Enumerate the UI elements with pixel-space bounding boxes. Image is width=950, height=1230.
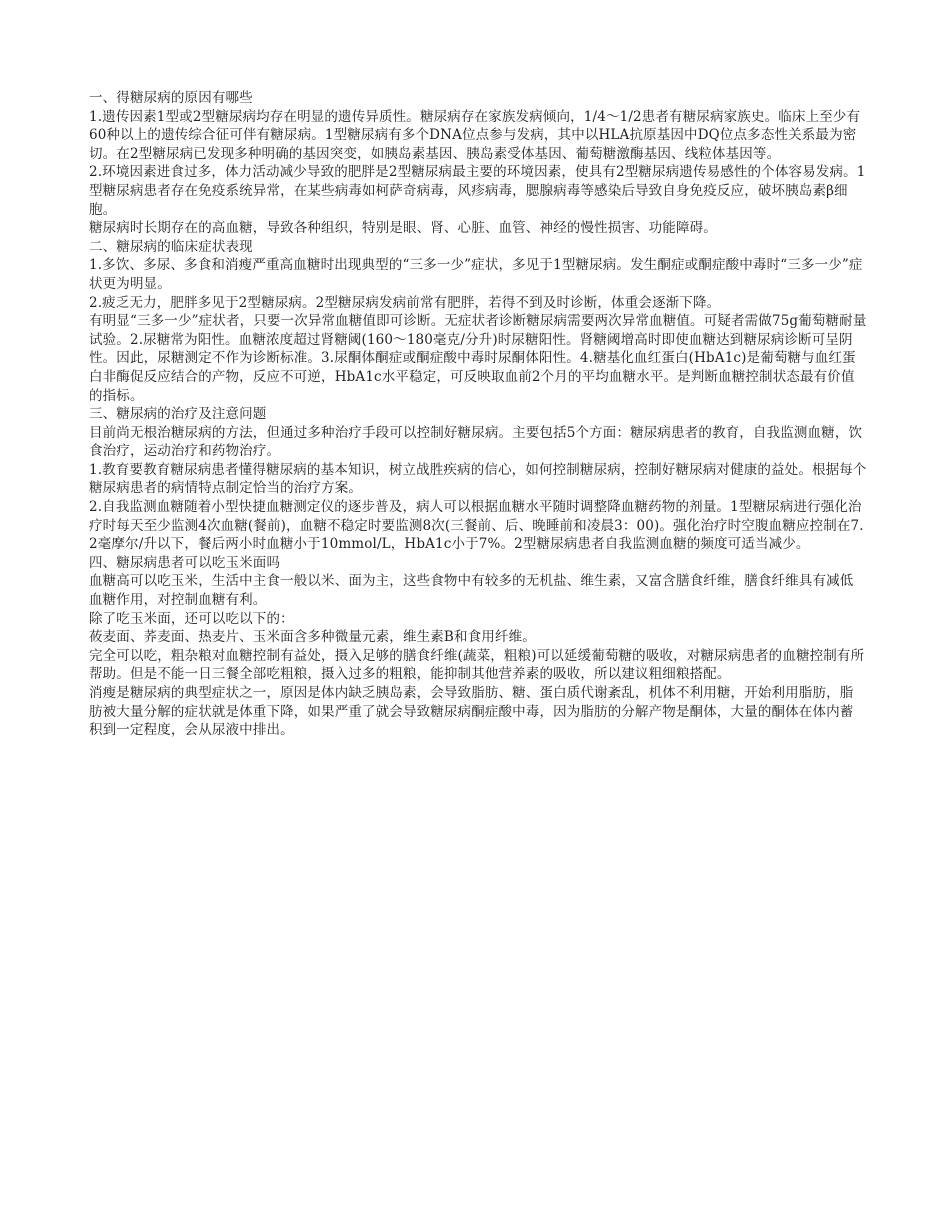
paragraph: 2.环境因素进食过多，体力活动减少导致的肥胖是2型糖尿病最主要的环境因素，使具有2型糖尿病遗传易感性的个体容易发病。1型糖尿病患者存在免疫系统异常，在某些病毒如柯萨奇病毒，风疹病毒，腮腺病毒等感染后导致自身免疫反应，破坏胰岛素β细胞。 (89, 164, 866, 218)
paragraph: 目前尚无根治糖尿病的方法，但通过多种治疗手段可以控制好糖尿病。主要包括5个方面：糖尿病患者的教育，自我监测血糖，饮食治疗，运动治疗和药物治疗。 (89, 424, 863, 460)
paragraph: 1.遗传因素1型或2型糖尿病均存在明显的遗传异质性。糖尿病存在家族发病倾向，1/4～1/2患者有糖尿病家族史。临床上至少有60种以上的遗传综合征可伴有糖尿病。1型糖尿病有多个DNA位点参与发病，其中以HLA抗原基因中DQ位点多态性关系最为密切。在2型糖尿病已发现多种明确的基因突变，如胰岛素基因、胰岛素受体基因、葡萄糖激酶基因、线粒体基因等。 (89, 108, 861, 162)
section-heading: 二、糖尿病的临床症状表现 (89, 238, 253, 255)
section-heading: 四、糖尿病患者可以吃玉米面吗 (89, 554, 281, 571)
section-heading: 三、糖尿病的治疗及注意问题 (89, 406, 267, 423)
section-heading: 一、得糖尿病的原因有哪些 (89, 90, 253, 106)
paragraph: 糖尿病时长期存在的高血糖，导致各种组织，特别是眼、肾、心脏、血管、神经的慢性损害、功能障碍。 (89, 220, 717, 237)
section-symptoms (89, 238, 867, 405)
paragraph: 完全可以吃，粗杂粮对血糖控制有益处，摄入足够的膳食纤维(蔬菜，粗粮)可以延缓葡萄糖的吸收，对糖尿病患者的血糖控制有所帮助。但是不能一日三餐全部吃粗粮，摄入过多的粗粮，能抑制其他营养素的吸收，所以建议粗细粮搭配。 (89, 647, 865, 683)
paragraph: 除了吃玉米面，还可以吃以下的： (89, 610, 294, 627)
section-corn-flour (89, 554, 867, 740)
paragraph: 1.多饮、多尿、多食和消瘦严重高血糖时出现典型的“三多一少”症状，多见于1型糖尿病。发生酮症或酮症酸中毒时“三多一少”症状更为明显。 (89, 257, 863, 292)
paragraph: 1.教育要教育糖尿病患者懂得糖尿病的基本知识，树立战胜疾病的信心，如何控制糖尿病，控制好糖尿病对健康的益处。根据每个糖尿病患者的病情特点制定恰当的治疗方案。 (89, 461, 867, 497)
paragraph: 血糖高可以吃玉米，生活中主食一般以米、面为主，这些食物中有较多的无机盐、维生素，又富含膳食纤维，膳食纤维具有减低血糖作用，对控制血糖有利。 (89, 573, 854, 609)
paragraph: 莜麦面、荞麦面、热麦片、玉米面含多种微量元素，维生素B和食用纤维。 (89, 629, 536, 646)
paragraph: 消瘦是糖尿病的典型症状之一，原因是体内缺乏胰岛素，会导致脂肪、糖、蛋白质代谢紊乱，机体不利用糖，开始利用脂肪，脂肪被大量分解的症状就是体重下降，如果严重了就会导致糖尿病酮症酸中毒，因为脂肪的分解产物是酮体，大量的酮体在体内蓄积到一定程度，会从尿液中排出。 (89, 685, 854, 739)
paragraph: 有明显“三多一少”症状者，只要一次异常血糖值即可诊断。无症状者诊断糖尿病需要两次异常血糖值。可疑者需做75g葡萄糖耐量试验。2.尿糖常为阳性。血糖浓度超过肾糖阈(160～180毫克/分升)时尿糖阳性。肾糖阈增高时即使血糖达到糖尿病诊断可呈阴性。因此，尿糖测定不作为诊断标准。3.尿酮体酮症或酮症酸中毒时尿酮体阳性。4.糖基化血红蛋白(HbA1c)是葡萄糖与血红蛋白非酶促反应结合的产物，反应不可逆，HbA1c水平稳定，可反映取血前2个月的平均血糖水平。是判断血糖控制状态最有价值的指标。 (89, 313, 867, 404)
paragraph: 2.疲乏无力，肥胖多见于2型糖尿病。2型糖尿病发病前常有肥胖，若得不到及时诊断，体重会逐渐下降。 (89, 294, 721, 311)
section-treatment (89, 405, 867, 554)
document-body (89, 89, 867, 740)
section-causes (89, 89, 867, 238)
paragraph: 2.自我监测血糖随着小型快捷血糖测定仪的逐步普及，病人可以根据血糖水平随时调整降血糖药物的剂量。1型糖尿病进行强化治疗时每天至少监测4次血糖(餐前)，血糖不稳定时要监测8次(三餐前、后、晚睡前和凌晨3：00)。强化治疗时空腹血糖应控制在7.2毫摩尔/升以下，餐后两小时血糖小于10mmol/L，HbA1c小于7%。2型糖尿病患者自我监测血糖的频度可适当减少。 (89, 499, 864, 553)
